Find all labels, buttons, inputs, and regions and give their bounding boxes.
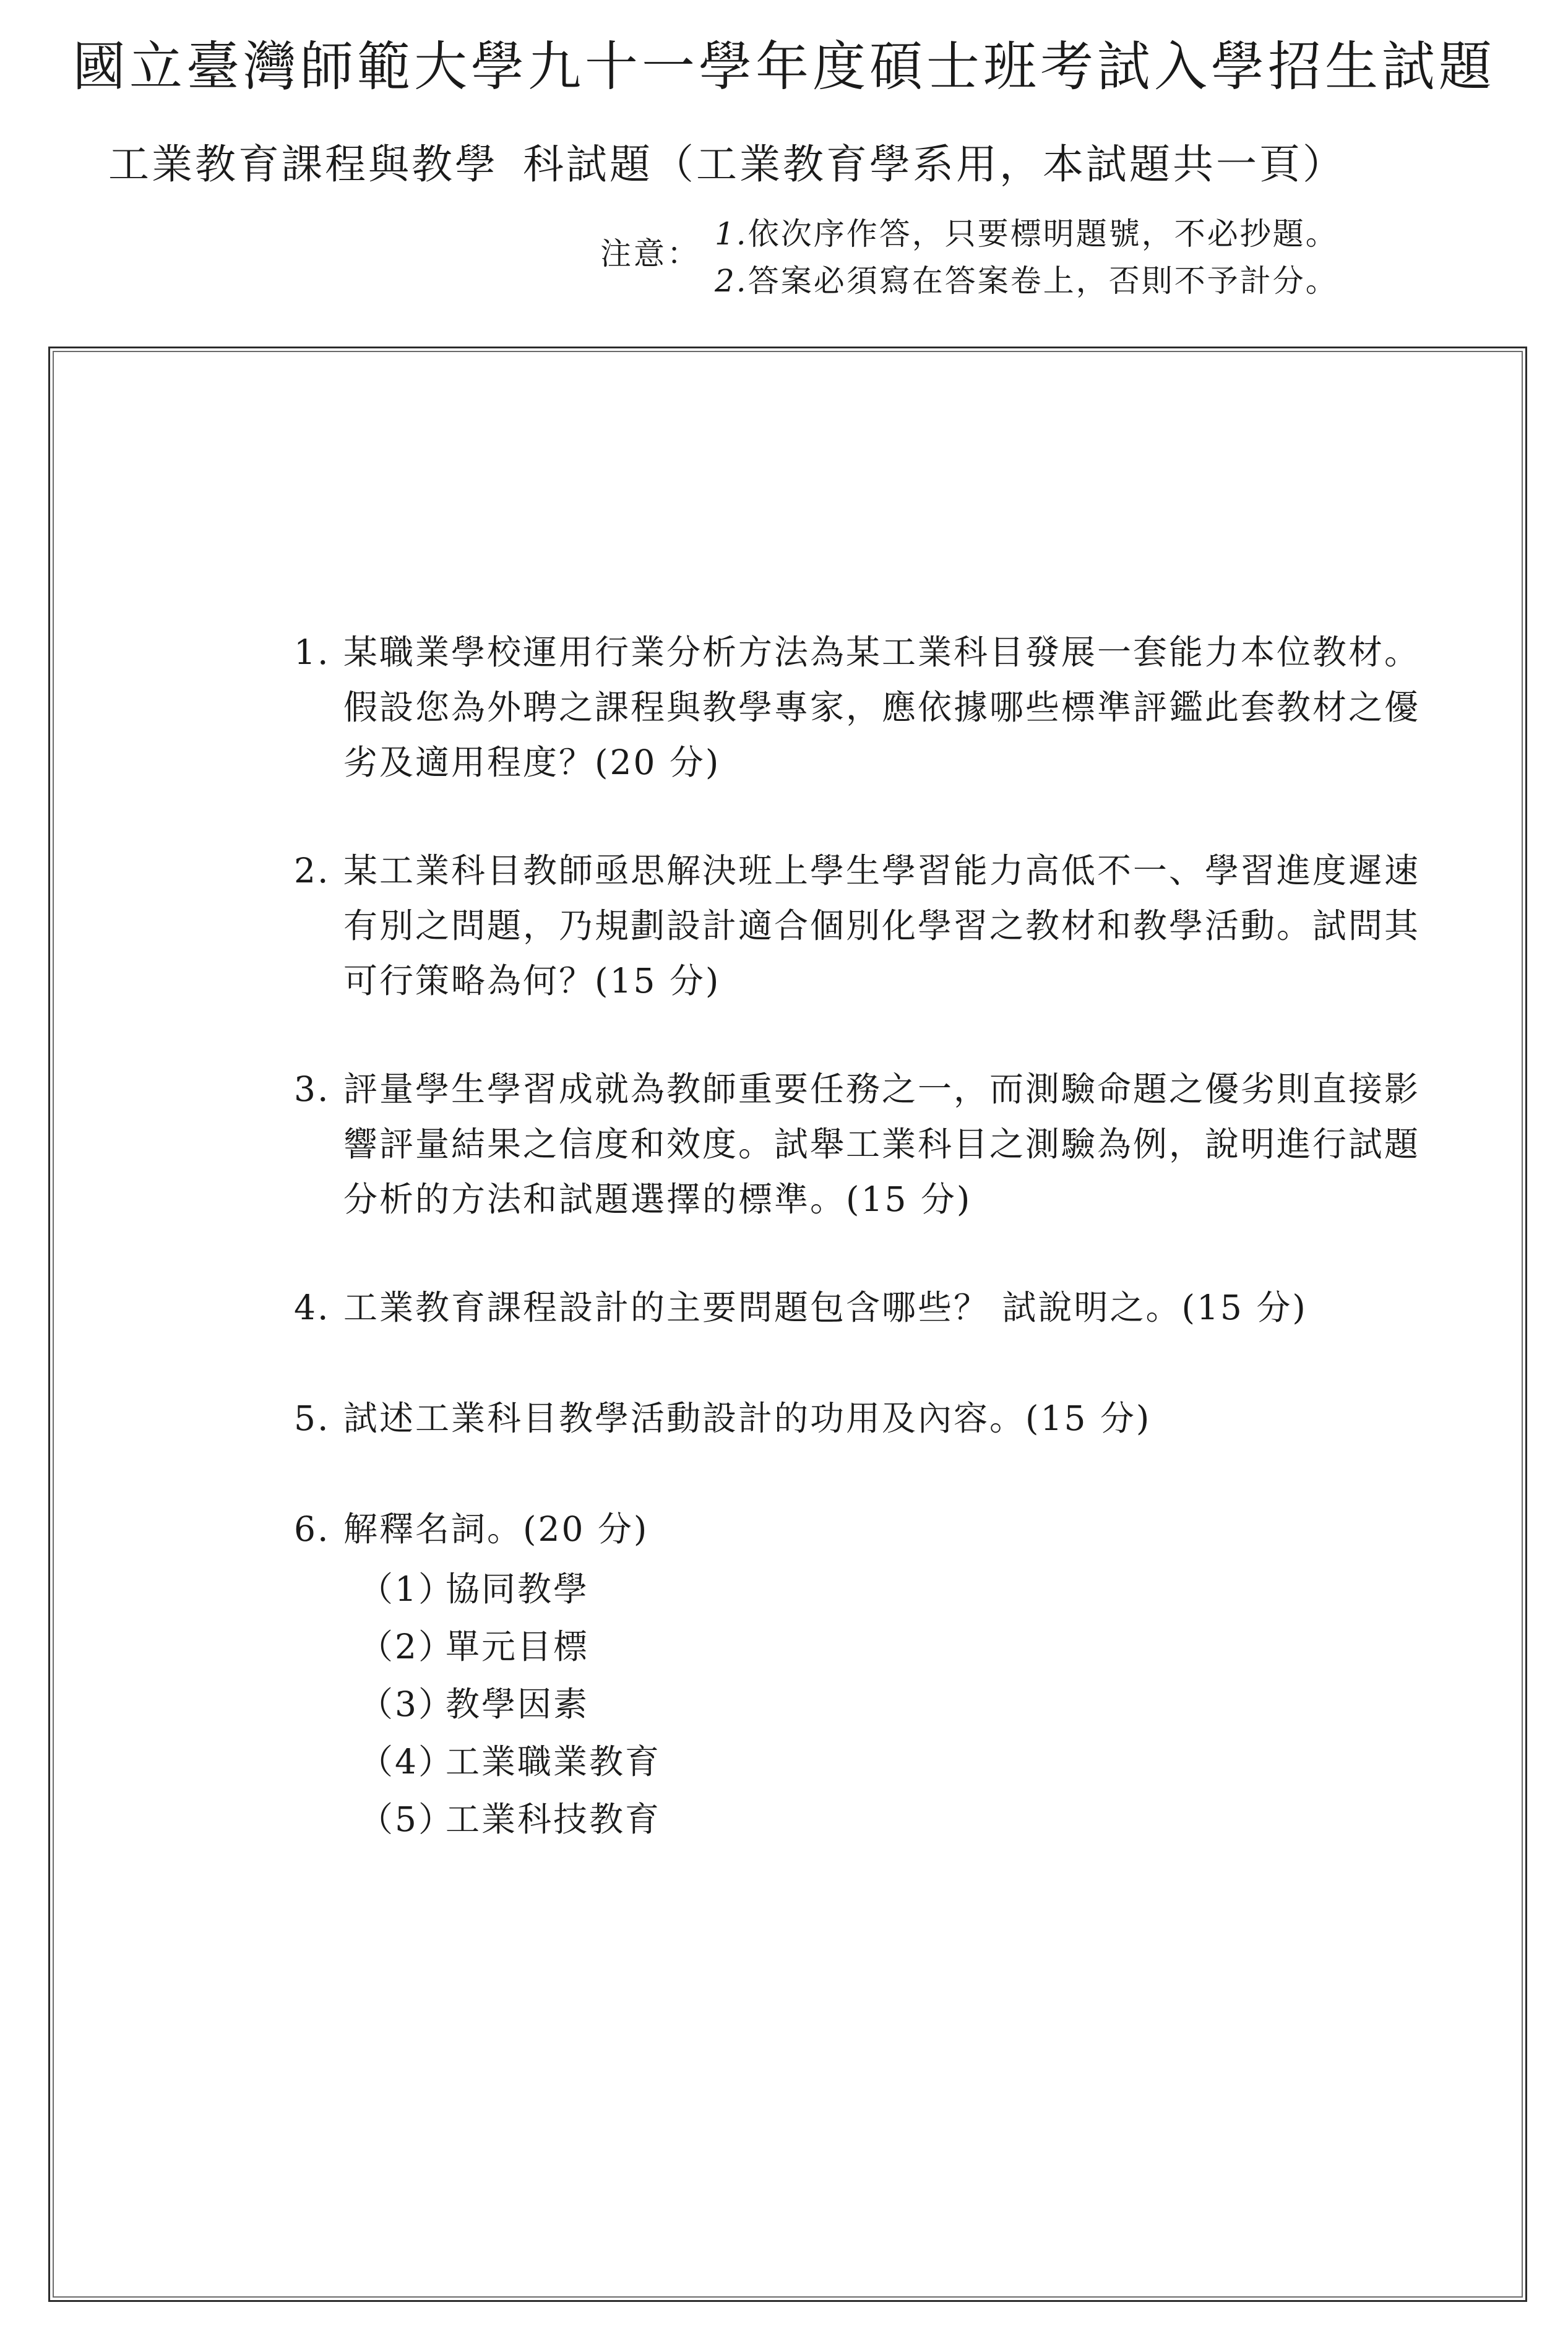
notice-label: 注意： [600, 236, 700, 272]
exam-subject-line [108, 131, 1346, 190]
question-text: 評量學生學習成就為教師重要任務之一，而測驗命題之優劣則直接影響評量結果之信度和效度。試舉工業科目之測驗為例，說明進行試題分析的方法和試題選擇的標準。(15 分) [343, 1069, 1421, 1219]
question-item [294, 1391, 1439, 1446]
notice-item [715, 210, 1338, 257]
exam-title: 國立臺灣師範大學九十一學年度碩士班考試入學招生試題 [72, 36, 1496, 98]
question-text: 某工業科目教師亟思解決班上學生學習能力高低不一、學習進度遲速有別之問題，乃規劃設計適合個別化學習之教材和教學活動。試問其可行策略為何？(15 分) [343, 851, 1421, 1001]
term-number: （3） [359, 1684, 454, 1724]
term-item [359, 1561, 1439, 1618]
subject-suffix: 科試題（工業教育學系用，本試題共一頁） [523, 140, 1346, 188]
notice-item-number: 2. [715, 263, 748, 299]
question-text: 試述工業科目教學活動設計的功用及內容。(15 分) [343, 1398, 1152, 1438]
term-number: （5） [359, 1799, 454, 1839]
term-item [359, 1618, 1439, 1676]
question-number: 6. [294, 1509, 330, 1549]
question-text: 某職業學校運用行業分析方法為某工業科目發展一套能力本位教材。假設您為外聘之課程與教學專家，應依據哪些標準評鑑此套教材之優劣及適用程度？(20 分) [343, 632, 1421, 782]
term-text: 協同教學 [446, 1569, 590, 1609]
term-item [359, 1676, 1439, 1733]
question-number: 2. [294, 851, 330, 890]
question-number: 5. [294, 1398, 330, 1438]
notice-item-number: 1. [715, 216, 748, 252]
question-list [294, 625, 1439, 1848]
term-number: （2） [359, 1627, 454, 1666]
question-item [294, 843, 1439, 1009]
notice-item-text: 答案必須寫在答案卷上，否則不予計分。 [747, 263, 1338, 299]
question-item [294, 1062, 1439, 1227]
subject-name: 工業教育課程與教學 [108, 140, 498, 188]
term-text: 工業職業教育 [446, 1742, 661, 1782]
term-number: （4） [359, 1742, 454, 1782]
term-text: 單元目標 [446, 1627, 590, 1666]
notice-item-text: 依次序作答，只要標明題號，不必抄題。 [747, 216, 1338, 252]
term-item [359, 1733, 1439, 1791]
term-text: 教學因素 [446, 1684, 590, 1724]
question-text: 解釋名詞。(20 分) [343, 1509, 649, 1549]
term-text: 工業科技教育 [446, 1799, 661, 1839]
question-text: 工業教育課程設計的主要問題包含哪些？ 試說明之。(15 分) [343, 1288, 1307, 1327]
notice-item [715, 257, 1338, 304]
term-item [359, 1791, 1439, 1848]
notice-list [715, 210, 1338, 304]
question-item [294, 1502, 1439, 1848]
term-list [343, 1561, 1439, 1848]
question-item [294, 1280, 1439, 1335]
question-number: 4. [294, 1288, 330, 1327]
question-number: 1. [294, 632, 330, 672]
term-number: （1） [359, 1569, 454, 1609]
question-item [294, 625, 1439, 790]
question-number: 3. [294, 1069, 330, 1109]
